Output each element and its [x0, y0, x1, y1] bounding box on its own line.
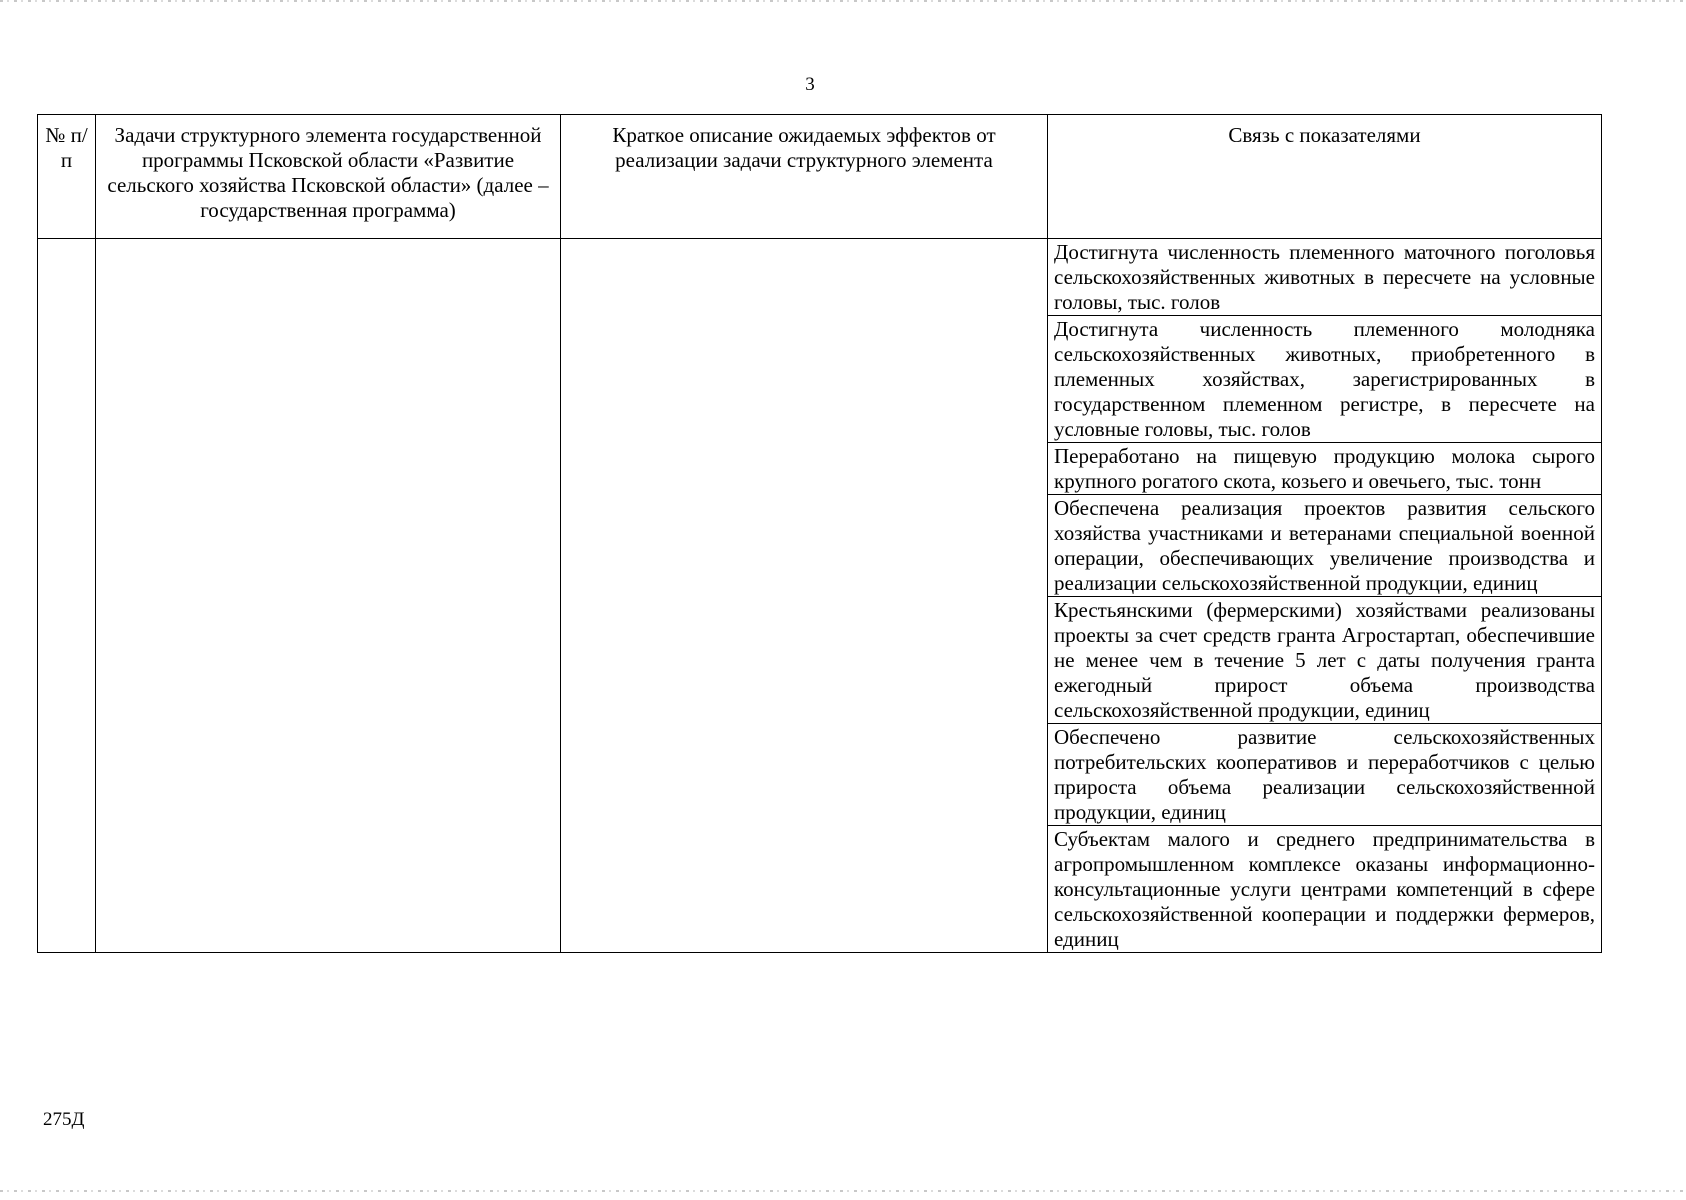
indicators-table — [37, 114, 1602, 953]
indicator-cell: Крестьянскими (фермерскими) хозяйствами реализованы проекты за счет средств гранта Агростартап, обеспечившие не менее чем в течение 5 лет с даты получения гранта ежегодный прирост объема производства сельскохозяйственной продукции, единиц — [1048, 597, 1602, 724]
cell-task-empty — [96, 239, 561, 953]
indicator-cell: Достигнута численность племенного молодняка сельскохозяйственных животных, приобретенного в племенных хозяйствах, зарегистрированных в государственном племенном регистре, в пересчете на условные головы, тыс. голов — [1048, 316, 1602, 443]
indicator-cell: Субъектам малого и среднего предпринимательства в агропромышленном комплексе оказаны информационно-консультационные услуги центрами компетенций в сфере сельскохозяйственной кооперации и поддержки фермеров, единиц — [1048, 826, 1602, 953]
header-indicators-link: Связь с показателями — [1048, 115, 1602, 239]
cell-number-empty — [38, 239, 96, 953]
header-tasks: Задачи структурного элемента государственной программы Псковской области «Развитие сельского хозяйства Псковской области» (далее – государственная программа) — [96, 115, 561, 239]
indicator-cell: Переработано на пищевую продукцию молока сырого крупного рогатого скота, козьего и овечьего, тыс. тонн — [1048, 443, 1602, 495]
indicator-cell: Обеспечено развитие сельскохозяйственных потребительских кооперативов и переработчиков с целью прироста объема реализации сельскохозяйственной продукции, единиц — [1048, 724, 1602, 826]
page-number: 3 — [805, 74, 815, 95]
cell-effect-empty — [561, 239, 1048, 953]
document-stamp: 275Д — [43, 1109, 85, 1130]
header-number: № п/п — [38, 115, 96, 239]
header-effects: Краткое описание ожидаемых эффектов от реализации задачи структурного элемента — [561, 115, 1048, 239]
table-header-row — [38, 115, 1602, 239]
indicator-cell: Достигнута численность племенного маточного поголовья сельскохозяйственных животных в пересчете на условные головы, тыс. голов — [1048, 239, 1602, 316]
indicator-cell: Обеспечена реализация проектов развития сельского хозяйства участниками и ветеранами специальной военной операции, обеспечивающих увеличение производства и реализации сельскохозяйственной продукции, единиц — [1048, 495, 1602, 597]
scan-edge-top — [0, 0, 1686, 2]
scan-edge-bottom — [0, 1190, 1686, 1192]
table-row — [38, 239, 1602, 316]
